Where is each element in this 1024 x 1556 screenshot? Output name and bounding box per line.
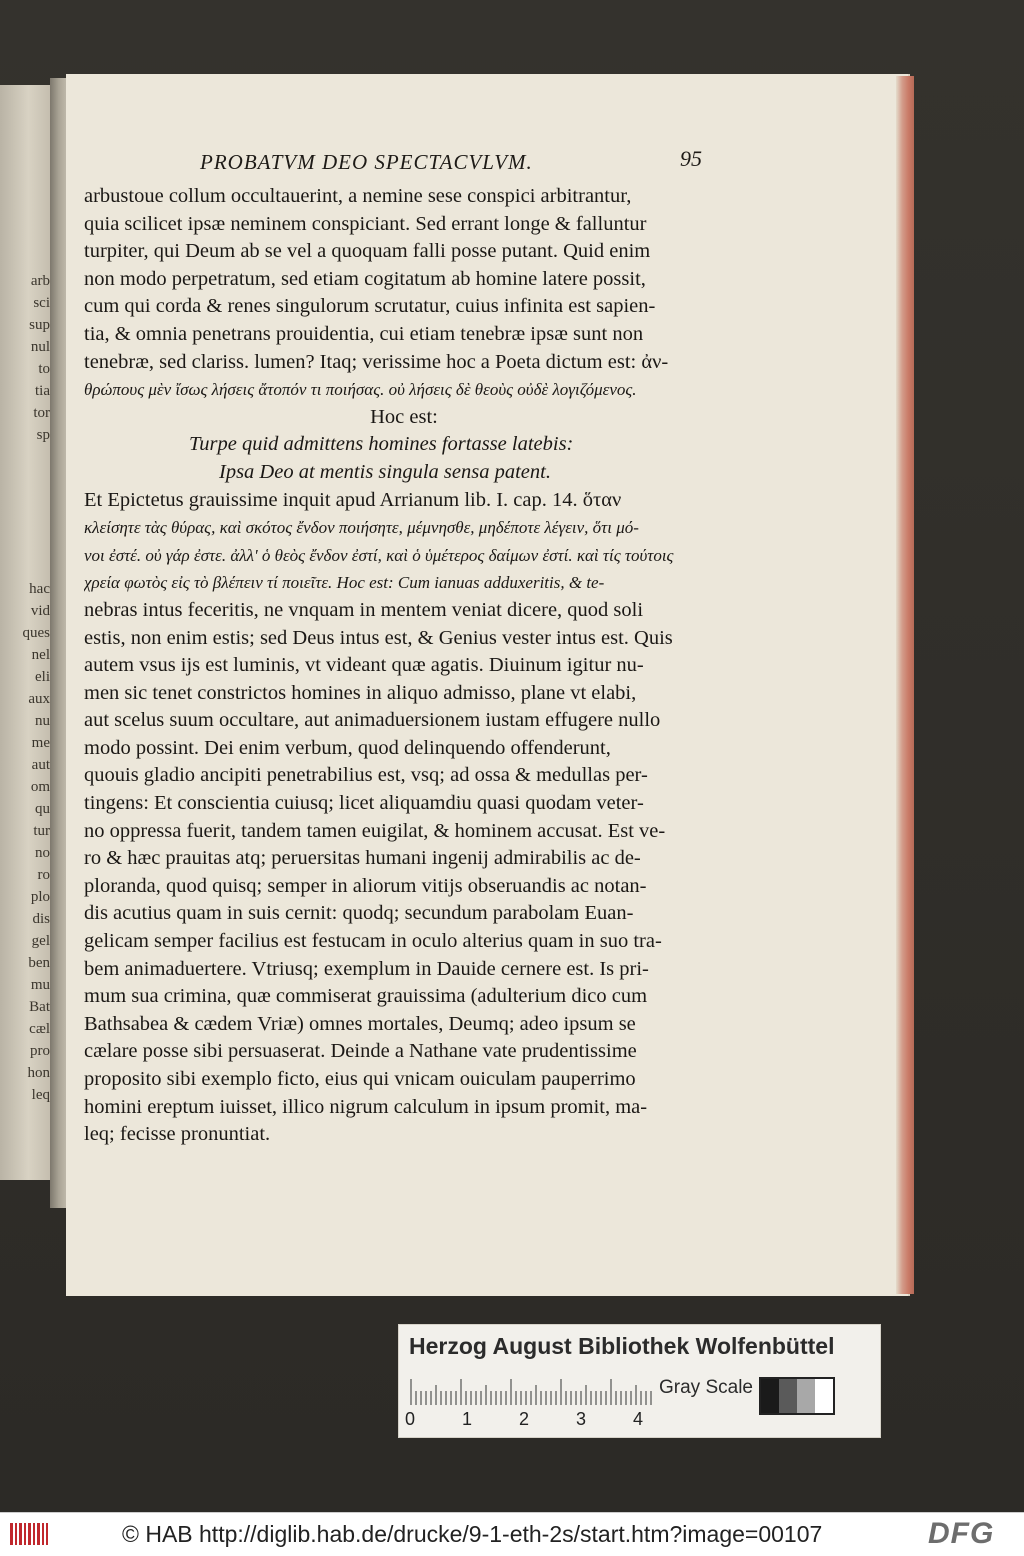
text-line: men sic tenet constrictos homines in aliquo admisso, plane vt elabi, — [84, 681, 637, 704]
facing-page-fragment: tia — [35, 383, 50, 399]
ruler-number: 3 — [576, 1409, 587, 1429]
facing-page-fragment: ben — [28, 955, 50, 971]
facing-page-fragment: ro — [37, 867, 50, 883]
text-line: no oppressa fuerit, tandem tamen euigilat, & hominem accusat. Est ve- — [84, 819, 666, 842]
facing-page-fragment: hac — [29, 581, 50, 597]
facing-page-fragment: aut — [31, 757, 50, 773]
text-line: proposito sibi exemplo ficto, eius qui vnicam ouiculam pauperrimo — [84, 1068, 636, 1090]
page-red-edge — [896, 76, 914, 1294]
facing-page-edge — [0, 85, 52, 1180]
text-line: tia, & omnia penetrans prouidentia, cui etiam tenebræ ipsæ sunt non — [84, 322, 644, 345]
text-line: cælare posse sibi persuaserat. Deinde a Nathane vate prudentissime — [84, 1040, 637, 1063]
text-line: Turpe quid admittens homines fortasse latebis: — [189, 433, 574, 456]
gray-scale-swatch — [759, 1377, 835, 1415]
facing-page-fragment: nul — [30, 339, 50, 355]
facing-page-fragment: pro — [30, 1043, 50, 1059]
text-line: dis acutius quam in suis cernit: quodq; secundum parabolam Euan- — [84, 902, 634, 925]
text-line: νοι ἐστέ. οὐ γάρ ἐστε. ἀλλ' ὁ θεὸς ἔνδον ἐστί, καὶ ὁ ὑμέτερος δαίμων ἐστί. καὶ τίς τούτοις — [84, 545, 674, 565]
hab-barcode-logo-icon — [8, 1519, 50, 1549]
text-line: Hoc est: — [370, 405, 438, 428]
text-line: quouis gladio ancipiti penetrabilius est, vsq; ad ossa & medullas per- — [84, 764, 648, 787]
facing-page-fragment: Bat — [29, 999, 50, 1015]
facing-page-fragment: om — [30, 779, 50, 795]
text-line: χρεία φωτὸς εἰς τὸ βλέπειν τί ποιεῖτε. Hoc est: Cum ianuas adduxeritis, & te- — [84, 573, 605, 593]
facing-page-fragment: gel — [31, 933, 50, 949]
facing-page-fragment: eli — [35, 669, 50, 685]
text-line: mum sua crimina, quæ commiserat grauissima (adulterium dico cum — [84, 985, 648, 1008]
text-line: Bathsabea & cædem Vriæ) omnes mortales, Deumq; adeo ipsum se — [84, 1012, 636, 1035]
gray-scale-label: Gray Scale — [659, 1377, 753, 1398]
text-line: ro & hæc prauitas atq; peruersitas humani ingenij admirabilis ac de- — [84, 847, 641, 870]
ruler-scale — [409, 1377, 654, 1405]
facing-page-fragment: leq — [31, 1087, 50, 1103]
ruler-number: 0 — [405, 1409, 416, 1429]
text-line: κλείσητε τὰς θύρας, καὶ σκότος ἔνδον ποιήσητε, μέμνησθε, μηδέποτε λέγειν, ὅτι μό- — [84, 518, 639, 538]
text-line: autem vsus ijs est luminis, vt videant quæ agatis. Diuinum igitur nu- — [84, 654, 644, 677]
text-line: arbustoue collum occultauerint, a nemine sese conspici arbitrantur, — [84, 185, 632, 207]
text-line: modo possint. Dei enim verbum, quod delinquendo offenderunt, — [84, 736, 611, 759]
text-line: homini ereptum iuisset, illico nigrum calculum in ipsum promit, ma- — [84, 1095, 648, 1118]
text-line: leq; fecisse pronuntiat. — [84, 1123, 271, 1146]
text-line: turpiter, qui Deum ab se vel a quoquam falli posse putant. Quid enim — [84, 240, 651, 263]
facing-page-fragment: nu — [35, 713, 50, 729]
dfg-logo: DFG — [928, 1517, 995, 1550]
facing-page-fragment — [2, 490, 50, 512]
facing-page-text-fragments — [2, 270, 50, 1106]
copyright-link[interactable]: © HAB http://diglib.hab.de/drucke/9-1-eth-2s/start.htm?image=00107 — [122, 1521, 823, 1547]
facing-page-fragment: aux — [28, 691, 50, 707]
facing-page-fragment — [2, 556, 50, 578]
text-line: nebras intus feceritis, ne vnquam in mentem veniat dicere, quod soli — [84, 598, 644, 621]
ruler-number: 2 — [519, 1409, 530, 1429]
facing-page-fragment: qu — [35, 801, 50, 817]
facing-page-fragment: to — [38, 361, 50, 377]
text-line: quia scilicet ipsæ neminem conspiciant. Sed errant longe & falluntur — [84, 212, 647, 235]
facing-page-fragment: tor — [33, 405, 50, 421]
text-line: Et Epictetus grauissime inquit apud Arrianum lib. I. cap. 14. ὅταν — [84, 488, 622, 511]
page-number: 95 — [680, 146, 702, 171]
footer-bar — [0, 1512, 1024, 1556]
facing-page-fragment: sup — [29, 317, 50, 333]
facing-page-fragment — [2, 468, 50, 490]
facing-page-fragment: cæl — [29, 1021, 50, 1037]
text-line: estis, non enim estis; sed Deus intus est, & Genius vester intus est. Quis — [84, 626, 673, 649]
text-line: θρώπους μὲν ἴσως λήσεις ἄτοπόν τι ποιήσας. οὐ λήσεις δὲ θεοὺς οὐδὲ λογιζόμενος. — [84, 380, 637, 400]
library-name: Herzog August Bibliothek Wolfenbüttel — [409, 1333, 835, 1359]
facing-page-fragment: vid — [30, 603, 50, 619]
facing-page-fragment: sp — [36, 427, 50, 443]
facing-page-fragment: hon — [27, 1065, 50, 1081]
facing-page-fragment: mu — [30, 977, 50, 993]
facing-page-fragment: arb — [30, 273, 50, 289]
facing-page-fragment: me — [31, 735, 50, 751]
text-line: tenebræ, sed clariss. lumen? Itaq; verissime hoc a Poeta dictum est: ἀν- — [84, 350, 669, 373]
facing-page-fragment: nel — [31, 647, 50, 663]
ruler-number: 4 — [633, 1409, 644, 1429]
facing-page-fragment: sci — [33, 295, 50, 311]
facing-page-fragment — [2, 534, 50, 556]
facing-page-fragment: ques — [22, 625, 50, 641]
library-label — [398, 1324, 881, 1438]
text-line: ploranda, quod quisq; semper in aliorum vitijs obseruandis ac notan- — [84, 874, 647, 897]
ruler-number: 1 — [462, 1409, 473, 1429]
facing-page-fragment: plo — [30, 889, 50, 905]
text-line: tingens: Et conscientia cuiusq; licet aliquamdiu quasi quodam veter- — [84, 792, 644, 815]
facing-page-fragment — [2, 446, 50, 468]
facing-page-fragment: dis — [32, 911, 50, 927]
text-line: gelicam semper facilius est festucam in oculo alterius quam in suo tra- — [84, 930, 662, 953]
ruler-numbers — [405, 1409, 655, 1431]
text-line: Ipsa Deo at mentis singula sensa patent. — [219, 460, 551, 483]
facing-page-fragment: tur — [33, 823, 50, 839]
page-body-text — [84, 183, 724, 1149]
facing-page-fragment: no — [35, 845, 50, 861]
text-line: aut scelus suum occultare, aut animaduersionem iustam effugere nullo — [84, 709, 661, 732]
text-line: cum qui corda & renes singulorum scrutatur, cuius infinita est sapien- — [84, 295, 656, 318]
text-line: bem animaduertere. Vtriusq; exemplum in Dauide cernere est. Is pri- — [84, 957, 649, 980]
running-head: PROBATVM DEO SPECTACVLVM. — [200, 150, 533, 174]
text-line: non modo perpetratum, sed etiam cogitatum ab homine latere possit, — [84, 267, 646, 290]
facing-page-fragment — [2, 512, 50, 534]
